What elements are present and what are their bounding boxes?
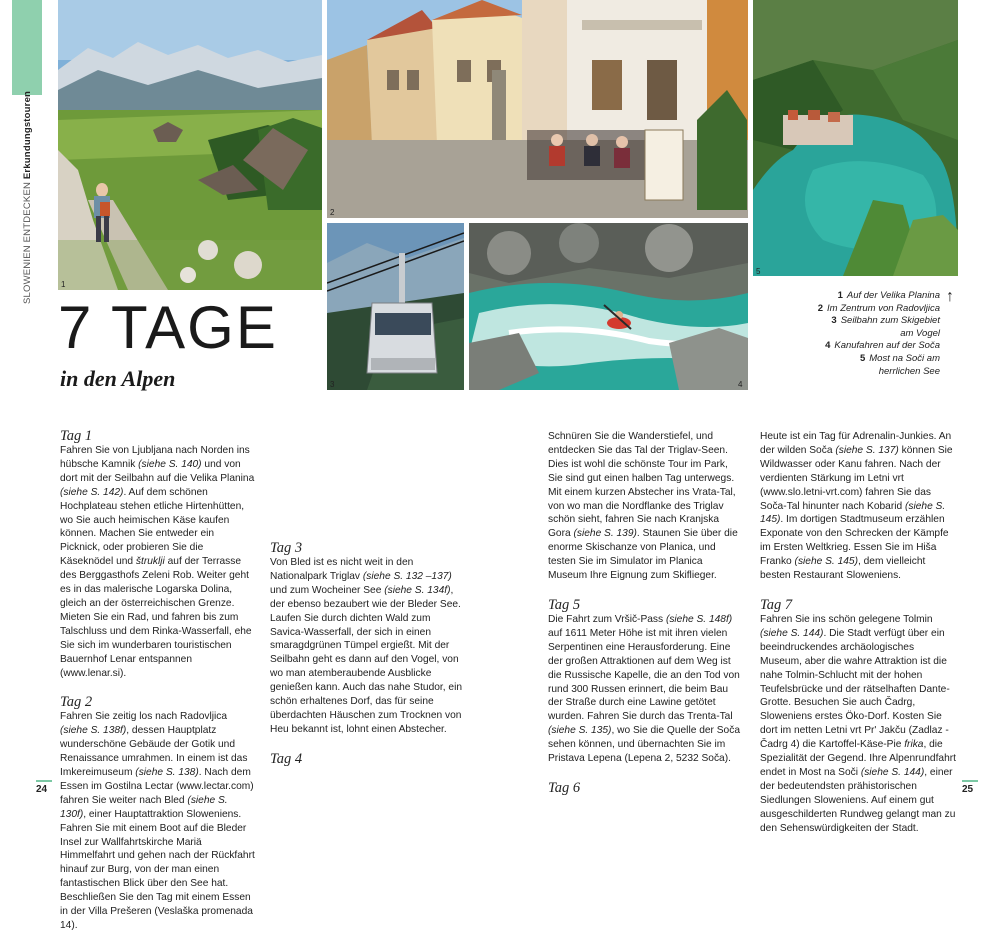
photo-number-1: 1 <box>61 280 66 289</box>
photo-cable-car <box>327 223 464 390</box>
day-2-heading: Tag 2 <box>60 694 93 711</box>
section-tab <box>12 0 42 95</box>
day-1-text: Fahren Sie von Ljubljana nach Norden ins hübsche Kamnik (siehe S. 140) und von dort mit der Seilbahn auf die Velika Planina (siehe S. 142). Auf dem schönen Hochplateau stehen etliche Hirtenhütten, wo Sie auch heimischen Käse kaufen können. Machen Sie entweder ein Picknick, oder probieren Sie die Käseknödel und štruklji auf der Terrasse des Berggasthofs Zeleni Rob. Weiter geht es in das malerische Logarska Dolina, gleich an der österreichischen Grenze. Mieten Sie ein Rad, und fahren bis zum Talschluss und dem Rinka-Wasserfall, ehe Sie sich im wunderbaren touristischen Bauernhof Lenar entspannen (www.lenar.si). <box>60 445 255 679</box>
photo-number-3: 3 <box>330 380 335 389</box>
day-7-heading: Tag 7 <box>760 596 793 613</box>
caption-2: 2 Im Zentrum von Radovljica <box>817 302 940 314</box>
text-column-3 <box>548 430 744 796</box>
photo-radovljica <box>327 0 748 218</box>
photo-most-na-soci <box>753 0 958 276</box>
day-7-text: Fahren Sie ins schön gelegene Tolmin (siehe S. 144). Die Stadt verfügt über ein beeindruckendes archäologisches Museum, aber die wahre Attraktion ist die nahe Tolmin-Schlucht mit der hohen Teufelsbrücke und der rätselhaften Dante-Grotte. Besuchen Sie auch Čadrg, Sloweniens erstes Öko-Dorf. Kosten Sie dort im netten Letni vrt Pr' Jakču (Zadlaz - Čadrg 4) die Kartoffel-Käse-Pie frika, die Spezialität der Gegend. Ihre Alpenrundfahrt endet in Most na Soči (siehe S. 144), einer der bedeutendsten prähistorischen Siedlungen Sloweniens. Auf einem gut ausgeschilderten Rundweg gelangt man zu den Sehenswürdigkeiten der Stadt. <box>760 613 956 834</box>
day-6-text: Heute ist ein Tag für Adrenalin-Junkies. An der wilden Soča (siehe S. 137) können Sie Wildwasser oder Kanu fahren. Nach der verdienten Stärkung im Letni vrt (www.slo.letni-vrt.com) fahren Sie das Soča-Tal hinunter nach Kobarid (siehe S. 145). Im dortigen Stadtmuseum erzählen Exponate von den Schrecken der Kämpfe im Ersten Weltkrieg. Essen Sie im Hiša Franko (siehe S. 145), dem vielleicht besten Restaurant Sloweniens. <box>760 431 953 582</box>
day-5-heading: Tag 5 <box>548 596 581 613</box>
text-column-1 <box>60 428 256 933</box>
page-number-left: 24 <box>36 784 48 795</box>
photo-velika-planina <box>58 0 322 290</box>
page-title: 7 TAGE <box>58 294 278 361</box>
section-label <box>22 91 33 304</box>
day-2-text: Fahren Sie zeitig los nach Radovljica (siehe S. 138f), dessen Hauptplatz wunderschöne Gebäude der Gotik und Renaissance umrahmen. In einem ist das Imkereimuseum (siehe S. 138). Nach dem Essen im Gostilna Lectar (www.lectar.com) fahren Sie weiter nach Bled (siehe S. 130f), einer Hauptattraktion Sloweniens. Fahren Sie mit einem Boot auf die Bleder Insel zur Wallfahrtskirche Mariä Himmelfahrt und gehen nach der Rückfahrt hinauf zur Burg, von der man einen fantastischen Blick über den See hat. Beschließen Sie den Tag mit einem Essen in der Villa Prešeren (Veslaška promenada 14). <box>60 711 255 931</box>
page-subtitle: in den Alpen <box>60 366 176 391</box>
text-column-2 <box>270 540 466 767</box>
caption-4: 4 Kanufahren auf der Soča <box>825 340 940 352</box>
page-line-left <box>36 780 52 782</box>
caption-arrow-icon: ↑ <box>946 288 954 305</box>
day-6-heading: Tag 6 <box>548 779 581 796</box>
country-label: SLOWENIEN ENTDECKEN <box>22 181 33 304</box>
photo-number-5: 5 <box>756 267 761 276</box>
caption-5: 5 Most na Soči am herrlichen See <box>859 352 940 377</box>
day-3-heading: Tag 3 <box>270 540 303 556</box>
section-name: Erkundungstouren <box>22 90 33 180</box>
photo-captions <box>780 290 940 378</box>
photo-number-4: 4 <box>738 380 743 389</box>
photo-kayak-soca <box>469 223 748 390</box>
day-1-heading: Tag 1 <box>60 428 93 444</box>
caption-3: 3 Seilbahn zum Skigebiet am Vogel <box>831 315 940 339</box>
photo-number-2: 2 <box>330 208 335 217</box>
day-4-heading: Tag 4 <box>270 750 303 767</box>
page-line-right <box>962 780 978 782</box>
day-4-text: Schnüren Sie die Wanderstiefel, und entdecken Sie das Tal der Triglav-Seen. Dies ist wohl die schönste Tour im Park, Sie sind gut einen halben Tag unterwegs. Mit einem kurzen Abstecher ins Vrata-Tal, von wo man die Nordflanke des Triglav schön sieht, fahren Sie nach Kranjska Gora (siehe S. 139). Staunen Sie über die enorme Skischanze von Planica, und testen Sie im Simulator im Planica Museum Ihre Eignung zum Skiflieger. <box>548 431 738 582</box>
text-column-4 <box>760 430 956 835</box>
day-5-text: Die Fahrt zum Vršič-Pass (siehe S. 148f) auf 1611 Meter Höhe ist mit ihren vielen Serpentinen eine Herausforderung. Eine der großen Attraktionen auf dem Weg ist die Russische Kapelle, die an den Tod von rund 300 Russen erinnert, die beim Bau der Straße durch eine Lawine getötet wurden. Fahren Sie durch das Trenta-Tal (siehe S. 135), wo Sie die Quelle der Soča sehen können, und übernachten Sie im Pristava Lepena (Lepena 2, 5232 Soča). <box>548 613 740 765</box>
caption-1: 1 Auf der Velika Planina <box>837 290 940 301</box>
day-3-text: Von Bled ist es nicht weit in den Nationalpark Triglav (siehe S. 132 –137) und zum Wocheiner See (siehe S. 134f), der ebenso bezaubert wie der Bleder See. Laufen Sie durch dichten Wald zum Savica-Wasserfall, der sich in einen smaragdgrünen Tümpel ergießt. Mit der Seilbahn geht es dann auf den Vogel, von wo man atemberaubende Ausblicke genießen kann. Auch das nahe Studor, ein schön erhaltenes Dorf, das für seine überdachten Häuschen zum Trocknen von Heu bekannt ist, lohnt einen Abstecher. <box>270 557 463 735</box>
page-number-right: 25 <box>962 784 974 795</box>
